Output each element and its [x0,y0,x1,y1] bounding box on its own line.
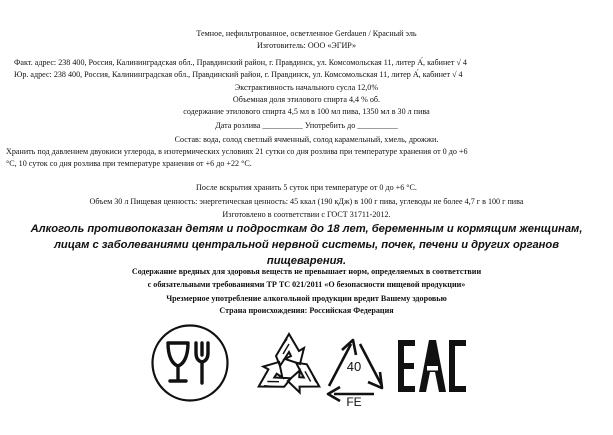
regulation-line-2: с обязательными требованиями ТР ТС 021/2011 «О безопасности пищевой продукции» [147,280,466,289]
eac-mark [396,338,468,396]
product-title: Темное, нефильтрованное, осветленное Gerdauen / Красный эль [196,29,417,38]
after-opening: После вскрытия хранить 5 суток при температуре от 0 до +6 °С. [196,183,417,192]
material-code: 40 [346,359,362,374]
manufacturer: Изготовитель: ООО «ЭГИР» [256,41,357,50]
composition: Состав: вода, солод светлый ячменный, солод карамельный, хмель, дрожжи. [174,135,439,144]
recycle-icon [247,321,332,406]
alcohol-content: содержание этилового спирта 4,5 мл в 100 мл пива, 1350 мл в 30 л пива [183,107,430,116]
dates: Дата розлива __________ Употребить до __________ [215,121,398,130]
warning-line-3: пищеварения. [266,255,347,267]
extract: Экстрактивность начального сусла 12,0% [234,83,379,92]
address-actual: Факт. адрес: 238 400, Россия, Калининградская обл., Правдинский район, г. Правдинск, ул. Комсомольская 11, литер А́, кабинет √ 4 [14,58,467,67]
address-legal: Юр. адрес: 238 400, Россия, Калининградская обл., Правдинский район, г. Правдинск, ул. Комсомольская 11, литер А́, кабинет √ 4 [14,70,463,79]
volume-nutrition: Объем 30 л Пищевая ценность: энергетическая ценность: 45 ккал (190 кДж) в 100 г пива, углеводы не более 4,7 г в 100 г пива [89,197,524,206]
alcohol-volume: Объемная доля этилового спирта 4,4 % об. [232,95,381,104]
warning-line-1: Алкоголь противопоказан детям и подросткам до 18 лет, беременным и кормящим женщинам, [30,223,583,235]
regulation-line-1: Содержание вредных для здоровья веществ не превышает норм, определяемых в соответствии [131,267,482,276]
standard: Изготовлено в соответствии с ГОСТ 31711-2012. [222,210,391,219]
material-abbreviation: FE [346,395,362,409]
warning-line-2: лицам с заболеваниями центральной нервной системы, почек, печени и других органов [53,239,560,251]
glass-fork-icon [150,323,230,403]
storage-line-2: °С, 10 суток со дня розлива при температуре хранения от +6 до +22 °С. [6,159,252,168]
excessive-consumption: Чрезмерное употребление алкогольной продукции вредит Вашему здоровью [166,294,447,303]
country-of-origin: Страна происхождения: Российская Федерация [219,306,394,315]
material-code-icon [322,330,386,410]
storage-line-1: Хранить под давлением двуокиси углерода, в изотермических условиях 21 сутки со дня розлива при температуре хранения от 0 до +6 [6,147,468,156]
